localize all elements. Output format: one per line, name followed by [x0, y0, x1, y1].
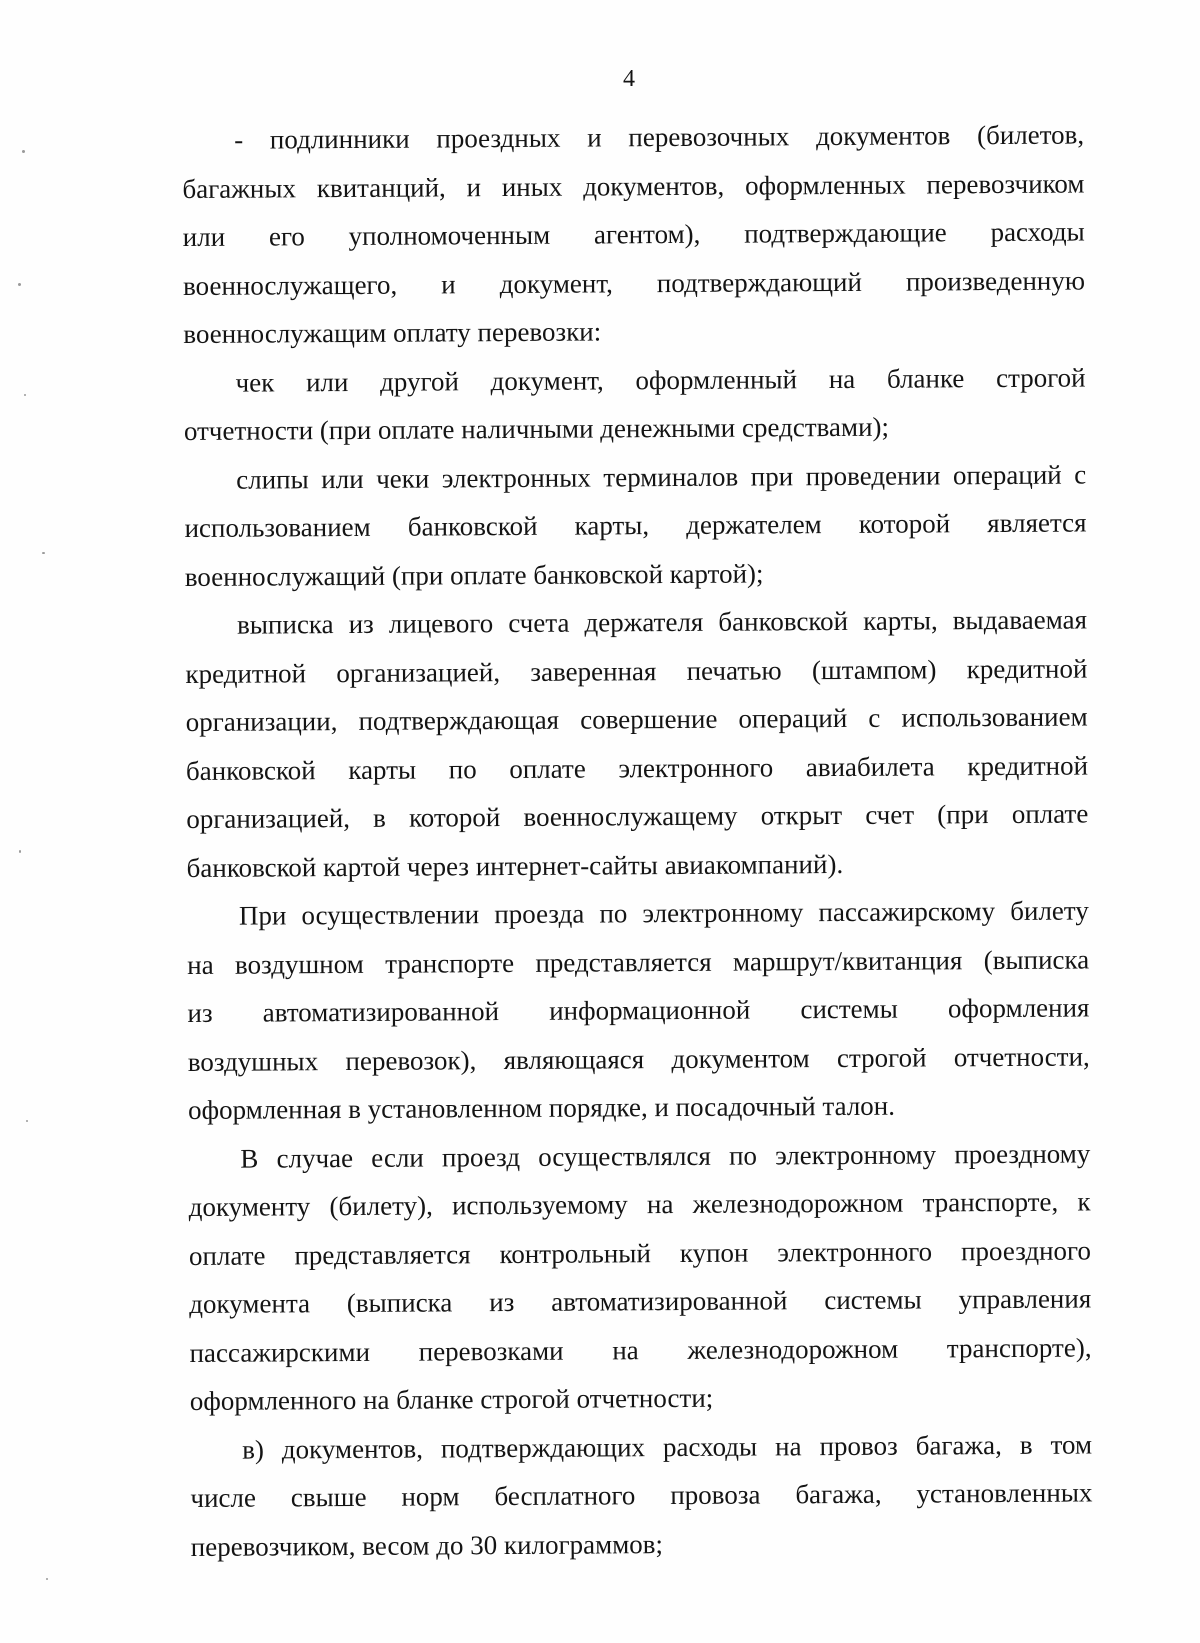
word: пассажирскому — [818, 896, 996, 928]
word: документом — [671, 1042, 810, 1074]
word: представляется — [294, 1238, 471, 1270]
word: перевозочных — [628, 121, 790, 153]
word: - — [234, 124, 244, 155]
word: представляется — [535, 946, 712, 978]
word: оплате — [509, 753, 586, 784]
word: чек — [235, 366, 275, 398]
word: перевозок), — [345, 1044, 477, 1076]
line-text: оформленного на бланке строгой отчетности; — [189, 1382, 714, 1416]
paragraph — [188, 1129, 1092, 1426]
word: проездных — [436, 122, 561, 154]
text-line — [183, 353, 1085, 407]
word: пассажирскими — [189, 1336, 371, 1368]
word: чеки — [376, 462, 430, 494]
scan-speck — [42, 552, 45, 554]
word: счета — [508, 607, 570, 639]
word: проездного — [960, 1234, 1091, 1266]
scan-speck — [24, 394, 26, 396]
word: документов — [815, 120, 951, 152]
word: системы — [824, 1284, 922, 1316]
word: расходы — [662, 1431, 758, 1462]
text-line — [184, 450, 1086, 504]
word: операций — [738, 702, 848, 734]
word: по — [599, 898, 628, 929]
word: бланке — [886, 362, 965, 394]
word: системы — [800, 993, 898, 1025]
word: банковской — [185, 754, 316, 786]
word: держателя — [584, 606, 704, 638]
word: является — [987, 507, 1087, 539]
text-line — [184, 498, 1086, 552]
word: используемому — [451, 1189, 628, 1221]
word: использованием — [184, 511, 371, 543]
word: контрольный — [499, 1237, 651, 1269]
word: использованием — [901, 701, 1088, 733]
scan-speck — [18, 283, 21, 286]
word: расходы — [990, 216, 1085, 248]
word: (выписка — [346, 1287, 453, 1319]
word: купон — [679, 1237, 749, 1268]
text-line — [185, 595, 1087, 649]
word: подтверждающий — [656, 266, 862, 298]
word: которой — [408, 802, 501, 833]
word: с — [868, 702, 881, 733]
text-line — [185, 644, 1087, 698]
word: информационной — [549, 994, 751, 1026]
line-text: военнослужащий (при оплате банковской картой); — [184, 557, 764, 592]
word: электронного — [618, 751, 774, 783]
word: и — [466, 171, 482, 202]
word: перевозчиком — [926, 167, 1085, 199]
line-text: перевозчиком, весом до 30 килограммов; — [190, 1528, 664, 1562]
word: к — [1077, 1186, 1091, 1217]
word: документ, — [499, 267, 613, 299]
word: железнодорожном — [687, 1333, 899, 1365]
line-text: банковской картой через интернет-сайты авиакомпаний). — [186, 848, 844, 883]
word: или — [305, 366, 349, 397]
word: норм — [401, 1481, 460, 1512]
word: (билетов, — [976, 119, 1085, 151]
word: карты — [348, 754, 417, 785]
word: лицевого — [388, 608, 494, 639]
word: кредитной — [966, 652, 1088, 684]
word: или — [321, 463, 364, 494]
word: по — [448, 753, 477, 784]
text-line — [190, 1420, 1092, 1474]
text-line — [189, 1177, 1091, 1231]
word: строгой — [836, 1041, 927, 1073]
word: с — [1074, 458, 1087, 490]
word: багажа, — [795, 1478, 882, 1510]
word: случае — [276, 1142, 354, 1173]
word: в) — [242, 1434, 264, 1465]
text-line — [186, 692, 1088, 746]
text-line — [187, 983, 1089, 1037]
word: транспорте — [385, 947, 515, 979]
word: совершение — [580, 703, 718, 735]
word: отчетности, — [953, 1040, 1090, 1072]
scan-speck — [46, 1578, 48, 1580]
word: подтверждающие — [744, 217, 947, 249]
text-line — [183, 304, 1085, 358]
word: (штампом) — [811, 653, 937, 685]
text-line — [182, 159, 1084, 213]
word: в — [1019, 1429, 1033, 1460]
text-line — [188, 1080, 1090, 1134]
word: печатью — [686, 654, 782, 686]
word: оформленных — [744, 169, 906, 201]
word: подтверждающих — [440, 1431, 646, 1463]
word: банковской — [407, 510, 538, 542]
word: При — [238, 900, 287, 931]
word: выписка — [237, 609, 334, 640]
word: держателем — [686, 509, 822, 540]
word: заверенная — [530, 655, 657, 687]
word: терминалов — [603, 461, 739, 492]
scan-speck — [19, 850, 21, 853]
word: иных — [501, 171, 563, 202]
text-line — [183, 256, 1085, 310]
word: другой — [380, 365, 459, 397]
line-text: военнослужащим оплату перевозки: — [183, 316, 602, 349]
word: свыше — [290, 1481, 367, 1513]
paragraph — [183, 353, 1086, 456]
word: багажа, — [915, 1429, 1002, 1461]
word: строгой — [995, 361, 1086, 393]
word: уполномоченным — [348, 219, 551, 251]
word: установленных — [916, 1477, 1093, 1509]
word: счет — [865, 799, 915, 830]
word: (билету), — [329, 1190, 433, 1222]
word: военнослужащему — [523, 800, 738, 832]
word: подтверждающая — [358, 704, 560, 736]
word: произведенную — [905, 264, 1086, 297]
word: воздушном — [234, 948, 364, 980]
line-text: отчетности (при оплате наличными денежными средствами); — [183, 411, 890, 446]
word: осуществлялся — [538, 1140, 711, 1172]
word: организации, — [185, 706, 338, 737]
word: проездному — [954, 1137, 1091, 1169]
word: документа — [189, 1288, 311, 1319]
word: проезд — [441, 1141, 521, 1172]
word: железнодорожном — [692, 1187, 904, 1219]
text-line — [184, 401, 1086, 455]
word: (при — [937, 799, 989, 830]
word: подлинники — [269, 123, 410, 155]
word: из — [348, 608, 374, 639]
word: осуществлении — [301, 899, 480, 931]
text-line — [190, 1371, 1092, 1425]
word: из — [489, 1286, 515, 1318]
line-text: оформленная в установленном порядке, и посадочный талон. — [187, 1090, 896, 1125]
word: карты, — [863, 605, 938, 636]
word: электронному — [642, 897, 804, 929]
word: кредитной — [967, 749, 1089, 781]
text-line — [183, 207, 1085, 261]
word: организацией, — [336, 656, 501, 688]
word: документу — [188, 1191, 311, 1222]
page-number: 4 — [623, 66, 635, 92]
word: (выписка — [983, 943, 1090, 975]
text-line — [191, 1517, 1093, 1571]
text-line — [182, 110, 1084, 164]
word: открыт — [760, 799, 843, 831]
word: являющаяся — [503, 1043, 645, 1075]
word: проведении — [805, 459, 941, 491]
word: и — [441, 268, 456, 299]
text-line — [186, 789, 1088, 843]
word: перевозками — [418, 1335, 564, 1367]
word: на — [187, 949, 214, 980]
word: автоматизированной — [551, 1285, 788, 1317]
word: на — [775, 1430, 802, 1461]
word: на — [612, 1334, 639, 1365]
scan-speck — [22, 150, 25, 153]
word: операций — [952, 459, 1062, 490]
word: оформленный — [635, 363, 798, 395]
text-line — [186, 838, 1088, 892]
document-body — [182, 110, 1093, 1570]
text-line — [190, 1468, 1092, 1522]
word: из — [187, 997, 213, 1028]
word: воздушных — [187, 1045, 319, 1077]
text-line — [188, 1032, 1090, 1086]
word: документов, — [281, 1433, 424, 1464]
word: управления — [958, 1283, 1092, 1315]
word: банковской — [718, 605, 849, 637]
word: выдаваемая — [952, 604, 1088, 636]
text-line — [189, 1274, 1091, 1328]
text-line — [189, 1226, 1091, 1280]
word: транспорте), — [946, 1331, 1092, 1363]
word: автоматизированной — [262, 996, 500, 1028]
word: транспорте, — [922, 1186, 1059, 1218]
word: агентом), — [593, 218, 701, 250]
word: провоза — [670, 1479, 761, 1511]
word: числе — [190, 1482, 257, 1513]
word: том — [1050, 1428, 1093, 1460]
text-line — [189, 1323, 1091, 1377]
word: провоз — [819, 1430, 898, 1461]
word: маршрут/квитанция — [732, 944, 963, 977]
word: при — [750, 460, 794, 492]
word: слипы — [236, 463, 309, 495]
word: на — [828, 363, 856, 394]
text-line — [186, 741, 1088, 795]
word: багажных — [182, 172, 297, 204]
word: документ, — [490, 364, 604, 396]
word: В — [240, 1143, 259, 1174]
word: по — [728, 1140, 758, 1171]
word: в — [373, 802, 386, 833]
word: военнослужащего, — [182, 269, 398, 301]
word: электронного — [777, 1235, 933, 1267]
word: или — [182, 221, 226, 252]
word: оформления — [947, 992, 1090, 1024]
scan-speck — [26, 1120, 28, 1122]
word: электронных — [441, 462, 591, 493]
word: квитанций, — [316, 171, 446, 203]
paragraph — [185, 595, 1089, 892]
word: на — [646, 1189, 674, 1220]
paragraph — [182, 110, 1085, 358]
word: документов, — [583, 170, 725, 202]
word: проезда — [494, 898, 585, 930]
word: его — [268, 221, 305, 252]
text-line — [187, 886, 1089, 940]
text-line — [187, 935, 1089, 989]
word: если — [371, 1142, 424, 1173]
word: бесплатного — [494, 1480, 636, 1512]
word: авиабилета — [805, 750, 935, 782]
paragraph — [187, 886, 1090, 1134]
word: карты, — [574, 510, 650, 541]
text-line — [188, 1129, 1090, 1183]
paragraph — [190, 1420, 1093, 1571]
word: билету — [1010, 895, 1089, 926]
word: электронному — [775, 1138, 937, 1170]
word: оплате — [188, 1240, 266, 1271]
word: и — [587, 122, 602, 153]
word: организацией, — [186, 802, 351, 834]
word: оплате — [1011, 798, 1089, 829]
paragraph — [184, 450, 1087, 601]
text-line — [185, 547, 1087, 601]
word: которой — [858, 508, 951, 539]
word: кредитной — [185, 657, 307, 689]
